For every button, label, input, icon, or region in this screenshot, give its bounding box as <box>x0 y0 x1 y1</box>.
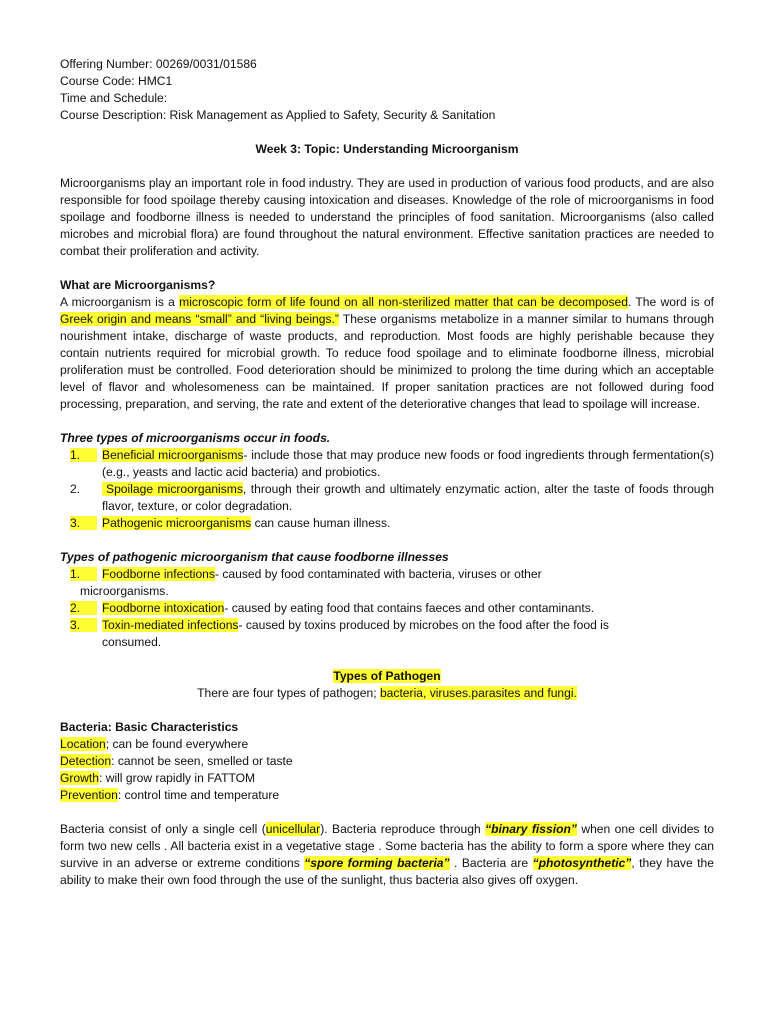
page-title: Week 3: Topic: Understanding Microorganism <box>255 142 519 156</box>
list-number: 3. <box>60 617 102 634</box>
course-code: Course Code: HMC1 <box>60 74 173 88</box>
bacteria-growth: Growth: will grow rapidly in FATTOM <box>60 771 256 785</box>
pathogen-line: There are four types of pathogen; bacteria, viruses.parasites and fungi. <box>197 686 577 700</box>
what-text-2: . The word is of <box>628 295 714 309</box>
list-text: Beneficial microorganisms- include those that may produce new foods or food ingredients through fermentation(s) (e.g., yeasts and lactic acid bacteria) and probiotics. <box>102 448 714 479</box>
time-schedule: Time and Schedule: <box>60 91 168 105</box>
list-text: Foodborne infections- caused by food contaminated with bacteria, viruses or other <box>102 567 542 581</box>
list-item <box>60 600 714 617</box>
list-continuation: consumed. <box>102 635 162 649</box>
course-description: Course Description: Risk Management as Applied to Safety, Security & Sanitation <box>60 108 496 122</box>
what-heading: What are Microorganisms? <box>60 278 216 292</box>
course-header <box>60 56 714 124</box>
list-item <box>60 566 714 583</box>
bacteria-detection: Detection: cannot be seen, smelled or taste <box>60 754 293 768</box>
list-number: 1. <box>60 566 102 583</box>
list-text: Foodborne intoxication- caused by eating food that contains faeces and other contaminants. <box>102 601 595 615</box>
list-text: Spoilage microorganisms, through their growth and ultimately enzymatic action, alter the taste of foods through flavor, texture, or color degradation. <box>102 482 714 513</box>
intro-paragraph: Microorganisms play an important role in food industry. They are used in production of various food products, and are also responsible for food spoilage thereby causing intoxication and diseases. Knowledge of the role of microorganisms in food spoilage and foodborne illness is needed to understand the principles of food sanitation. Microorganisms (also called microbes and microbial flora) are found throughout the natural environment. Effective sanitation practices are needed to combat their proliferation and activity. <box>60 176 714 258</box>
what-paragraph <box>60 294 714 413</box>
bacteria-heading: Bacteria: Basic Characteristics <box>60 720 239 734</box>
list-item <box>60 515 714 532</box>
pathogen-heading: Types of Pathogen <box>333 669 441 683</box>
list-text: Pathogenic microorganisms can cause human illness. <box>102 516 391 530</box>
list-continuation: microorganisms. <box>80 584 169 598</box>
what-text-1: A microorganism is a <box>60 295 180 309</box>
bacteria-paragraph: Bacteria consist of only a single cell (unicellular). Bacteria reproduce through “binary fission” when one cell divides to form two new cells . All bacteria exist in a vegetative stage . Some bacteria has the ability to form a spore where they can survive in an adverse or extreme conditions “spore forming bacteria” . Bacteria are “photosynthetic”, they have the ability to make their own food through the use of the sunlight, thus bacteria also gives off oxygen. <box>60 822 714 887</box>
list-number: 2. <box>60 600 102 617</box>
three-types-heading: Three types of microorganisms occur in foods. <box>60 431 331 445</box>
what-text-3: These organisms metabolize in a manner similar to humans through nourishment intake, discharge of waste products, and reproduction. Most foods are highly perishable because they contain nutrients required for microbial growth. To reduce food spoilage and to eliminate foodborne illness, microbial proliferation must be controlled. Food deterioration should be minimized to prolong the time during which an acceptable level of flavor and wholesomeness can be maintained. If proper sanitation practices are not followed during food processing, preparation, and serving, the rate and extent of the deteriorative changes that lead to spoilage will increase. <box>60 312 714 411</box>
pathogenic-heading: Types of pathogenic microorganism that cause foodborne illnesses <box>60 550 449 564</box>
document-body <box>60 56 714 889</box>
list-text: Toxin-mediated infections- caused by toxins produced by microbes on the food after the food is <box>102 618 609 632</box>
bacteria-prevention: Prevention: control time and temperature <box>60 788 280 802</box>
list-number: 3. <box>60 515 102 532</box>
list-item <box>60 481 714 515</box>
bacteria-location: Location; can be found everywhere <box>60 737 249 751</box>
what-highlight-1: microscopic form of life found on all non-sterilized matter that can be decomposed <box>179 295 629 309</box>
list-number: 2. <box>70 482 81 496</box>
list-item <box>60 617 714 634</box>
offering-number: Offering Number: 00269/0031/01586 <box>60 57 257 71</box>
list-number: 1. <box>60 447 102 481</box>
list-item <box>60 447 714 481</box>
what-highlight-2: Greek origin and means “small” and “living beings.” <box>60 312 339 326</box>
